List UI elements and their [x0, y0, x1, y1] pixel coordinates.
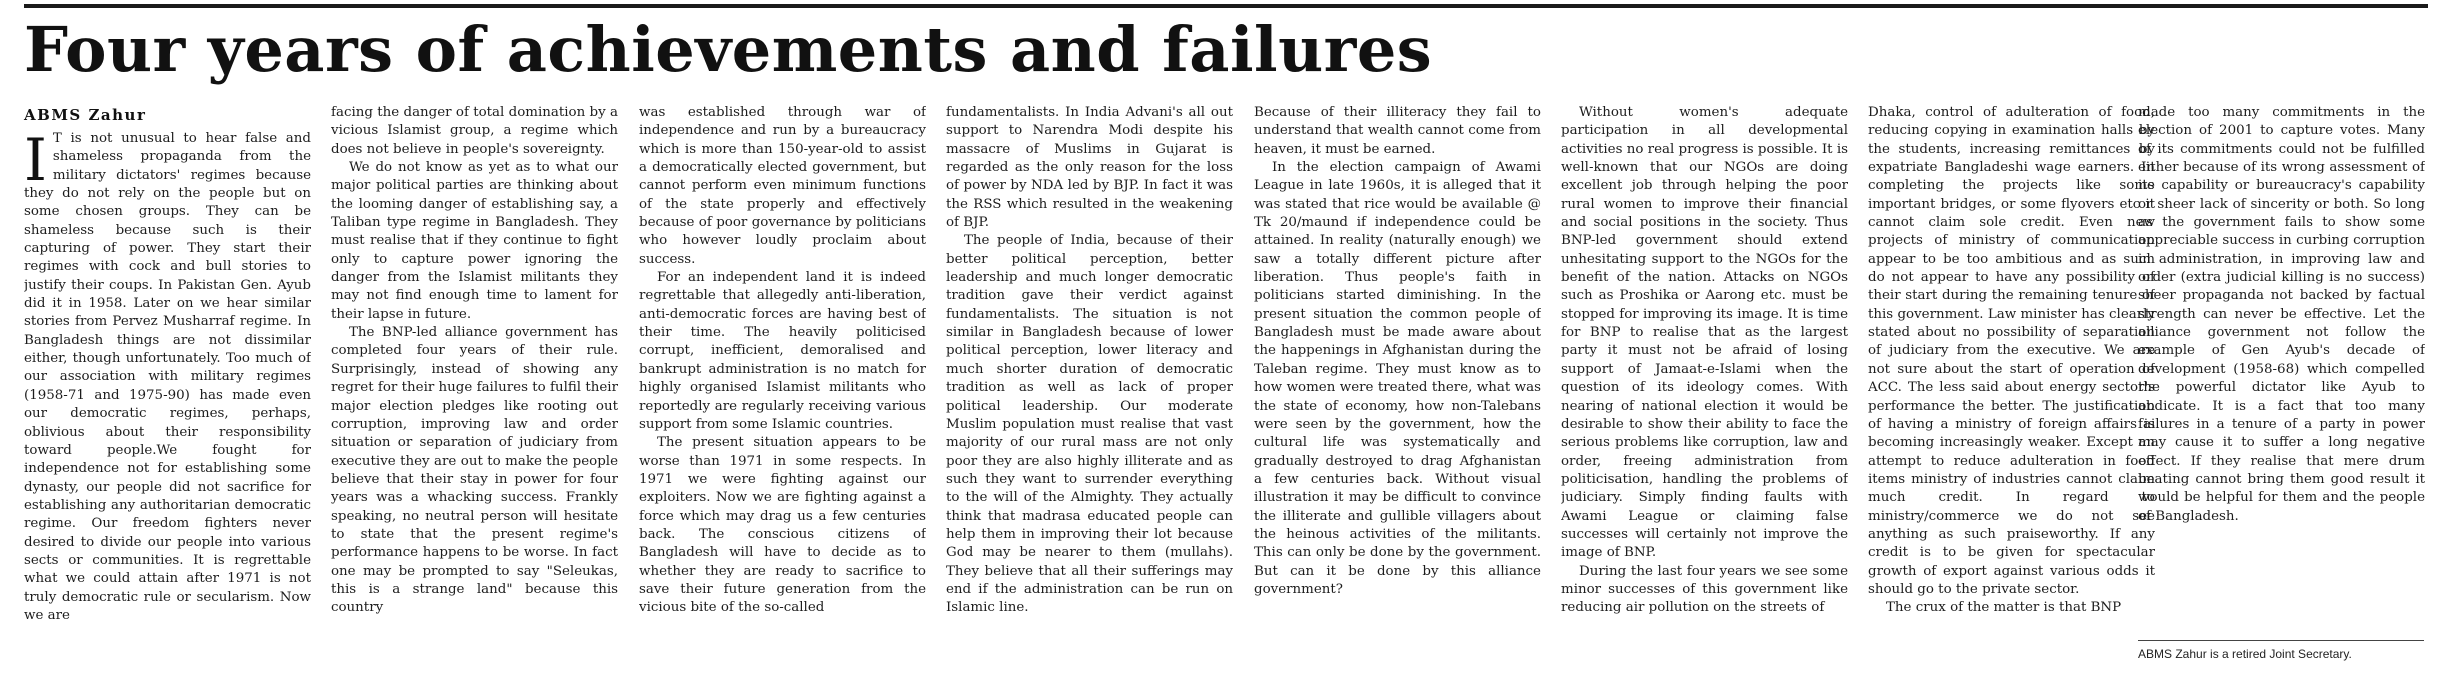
article-column-4	[946, 104, 1233, 694]
article-column-1	[24, 130, 311, 694]
footnote-rule	[2138, 640, 2424, 641]
column-paragraph: facing the danger of total domination by a vicious Islamist group, a regime which does not believe in people's sovereignty.	[331, 105, 618, 157]
column-paragraph: Because of their illiteracy they fail to understand that wealth cannot come from heaven, it must be earned.	[1254, 105, 1541, 157]
article-column-6	[1561, 104, 1848, 694]
article-column-2	[331, 104, 618, 694]
column-paragraph: The BNP-led alliance government has completed four years of their rule. Surprisingly, instead of showing any regret for their huge failures to fulfil their major election pledges like rooting out corruption, improving law and order situation or separation of judiciary from executive they are out to make the people believe that their stay in power for four years was a whacking success. Frankly speaking, no neutral person will hesitate to state that the present regime's performance happens to be worse. In fact one may be prompted to say "Seleukas, this is a strange land" because this country	[331, 325, 618, 616]
column-paragraph: Without women's adequate participation in all developmental activities no real progress is possible. It is well-known that our NGOs are doing excellent job through helping the poor rural women to improve their financial and social positions in the society. Thus BNP-led government should extend unhesitating support to the NGOs for the benefit of the nation. Attacks on NGOs such as Proshika or Aarong etc. must be stopped for improving its image. It is time for BNP to realise that as the largest party it must not be afraid of losing support of Jamaat-e-Islami when the question of its ideology comes. With nearing of national election it would be desirable to show their ability to face the serious problems like corruption, law and order, freeing administration from politicisation, handling the problems of judiciary. Simply finding faults with Awami League or claiming false successes will certainly not improve the image of BNP.	[1561, 105, 1848, 561]
column-paragraph: In the election campaign of Awami League in late 1960s, it is alleged that it was stated that rice would be available @ Tk 20/maund if independence could be attained. In reality (naturally enough) we saw a totally different picture after liberation. Thus people's faith in politicians started diminishing. In the present situation the common people of Bangladesh must be made aware about the happenings in Afghanistan during the Taleban regime. They must know as to how women were treated there, what was the state of economy, how non-Talebans were seen by the government, how the cultural life was systematically and gradually destroyed to drag Afghanistan a few centuries back. Without visual illustration it may be difficult to convince the illiterate and gullible villagers about the heinous activities of the militants. This can only be done by the government. But can it be done by this alliance government?	[1254, 160, 1541, 597]
article-column-7	[1868, 104, 2155, 694]
column-paragraph: made too many commitments in the election of 2001 to capture votes. Many of its commitments could not be fulfilled either because of its wrong assessment of its capability or bureaucracy's capability or sheer lack of sincerity or both. So long as the government fails to show some appreciable success in curbing corruption in administration, in improving law and order (extra judicial killing is no success) sheer propaganda not backed by factual strength can never be effective. Let the alliance government not follow the example of Gen Ayub's decade of development (1958-68) which compelled the powerful dictator like Ayub to abdicate. It is a fact that too many failures in a tenure of a party in power may cause it to suffer a long negative effect. If they realise that mere drum beating cannot bring them good result it would be helpful for them and the people of Bangladesh.	[2138, 105, 2425, 524]
column-paragraph: was established through war of independence and run by a bureaucracy which is more than 150-year-old to assist a democratically elected government, but cannot perform even minimum functions of the state properly and effectively because of poor governance by politicians who however loudly proclaim about success.	[639, 105, 926, 267]
headline: Four years of achievements and failures	[24, 13, 1433, 86]
column-paragraph: T is not unusual to hear false and shameless propaganda from the military dictators' regimes because they do not rely on the people but on some chosen groups. They can be shameless because such is their capturing of power. They start their regimes with cock and bull stories to justify their coups. In Pakistan Gen. Ayub did it in 1958. Later on we hear similar stories from Pervez Musharraf regime. In Bangladesh things are not dissimilar either, though unfortunately. Too much of our association with military regimes (1958-71 and 1975-90) has made even our democratic regimes, perhaps, oblivious about their responsibility toward people.We fought for independence not for establishing some dynasty, our people did not sacrifice for establishing any authoritarian democratic regime. Our freedom fighters never desired to divide our people into various sects or communities. It is regrettable what we could attain after 1971 is not truly democratic rule or secularism. Now we are	[24, 131, 311, 623]
article-column-5	[1254, 104, 1541, 694]
column-paragraph: fundamentalists. In India Advani's all out support to Narendra Modi despite his massacre of Muslims in Gujarat is regarded as the only reason for the loss of power by NDA led by BJP. In fact it was the RSS which resulted in the weakening of BJP.	[946, 105, 1233, 231]
article-column-8	[2138, 104, 2425, 634]
top-rule	[24, 4, 2428, 8]
column-paragraph: The present situation appears to be worse than 1971 in some respects. In 1971 we were fighting against our exploiters. Now we are fighting against a force which may drag us a few centuries back. The conscious citizens of Bangladesh will have to decide as to whether they are ready to sacrifice to save their future generation from the vicious bite of the so-called	[639, 435, 926, 616]
column-paragraph: For an independent land it is indeed regrettable that allegedly anti-liberation, anti-democratic forces are having best of their time. The heavily politicised corrupt, inefficient, demoralised and bankrupt administration is no match for highly organised Islamist militants who reportedly are regularly receiving various support from some Islamic countries.	[639, 270, 926, 432]
column-paragraph: We do not know as yet as to what our major political parties are thinking about the looming danger of establishing say, a Taliban type regime in Bangladesh. They must realise that if they continue to fight only to capture power ignoring the danger from the Islamist militants they may not find enough time to lament for their lapse in future.	[331, 160, 618, 322]
column-paragraph: During the last four years we see some minor successes of this government like reducing air pollution on the streets of	[1561, 563, 1848, 616]
column-paragraph: The crux of the matter is that BNP	[1886, 600, 2122, 616]
byline: ABMS Zahur	[24, 106, 147, 124]
drop-cap: I	[24, 130, 47, 194]
article-column-3	[639, 104, 926, 694]
column-paragraph: The people of India, because of their better political perception, better leadership and much longer democratic tradition gave their verdict against fundamentalists. The situation is not similar in Bangladesh because of lower political perception, lower literacy and much shorter duration of democratic tradition as well as lack of proper political leadership. Our moderate Muslim population must realise that vast majority of our rural mass are not only poor they are also highly illiterate and as such they want to surrender everything to the will of the Almighty. They actually think that madrasa educated people can help them in improving their lot because God may be nearer to them (mullahs). They believe that all their sufferings may end if the administration can be run on Islamic line.	[946, 233, 1233, 616]
author-footnote: ABMS Zahur is a retired Joint Secretary.	[2138, 647, 2352, 661]
column-paragraph: Dhaka, control of adulteration of food, reducing copying in examination halls by the students, increasing remittances by expatriate Bangladeshi wage earners. In completing the projects like some important bridges, or some flyovers etc it cannot claim sole credit. Even new projects of ministry of communication appear to be too ambitious and as such do not appear to have any possibility of their start during the remaining tenure of this government. Law minister has clearly stated about no possibility of separation of judiciary from the executive. We are not sure about the start of operation of ACC. The less said about energy sector's performance the better. The justification of having a ministry of foreign affairs is becoming increasingly weaker. Except an attempt to reduce adulteration in food items ministry of industries cannot claim much credit. In regard to ministry/commerce we do not see anything as such praiseworthy. If any credit is to be given for spectacular growth of export against various odds it should go to the private sector.	[1868, 105, 2155, 597]
